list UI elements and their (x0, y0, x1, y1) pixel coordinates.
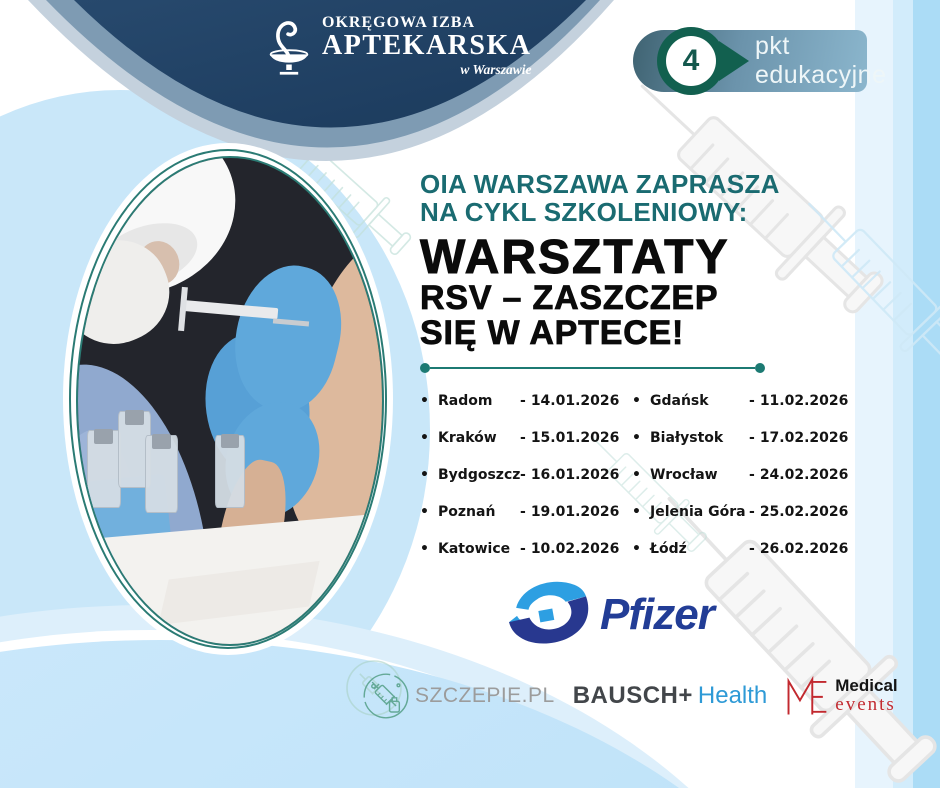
schedule-city: Kraków (438, 430, 497, 446)
event-title: WARSZTATY (420, 231, 730, 284)
vaccine-vial (215, 435, 245, 508)
schedule-city: Wrocław (650, 467, 718, 483)
pfizer-logo (502, 574, 714, 656)
pfizer-wordmark: Pfizer (600, 590, 714, 639)
bullet-icon: • (632, 504, 641, 520)
intro-line2: NA CYKL SZKOLENIOWY: (420, 197, 748, 227)
bullet-icon: • (420, 467, 429, 483)
pfizer-ribbon-icon (502, 574, 594, 656)
schedule-date: 19.01.2026 (530, 504, 620, 520)
bullet-icon: • (632, 430, 641, 446)
schedule-date: 17.02.2026 (759, 430, 849, 446)
bullet-icon: • (420, 430, 429, 446)
bullet-icon: • (420, 541, 429, 557)
org-name-line3: w Warszawie (460, 62, 532, 77)
schedule-dash: - (749, 541, 755, 557)
schedule-item (632, 541, 848, 557)
points-label: pkt edukacyjne (755, 32, 887, 89)
schedule-dash: - (520, 393, 526, 409)
event-subtitle-line1: RSV – ZASZCZEP (420, 279, 719, 317)
schedule-city: Jelenia Góra (650, 504, 746, 520)
org-name-line1: OKRĘGOWA IZBA (322, 14, 476, 31)
schedule-column-right (632, 393, 848, 578)
bausch-wordmark: BAUSCH+ (572, 682, 693, 709)
divider-dot (755, 363, 765, 373)
divider (420, 363, 765, 373)
szczepie-syringe-icon (362, 672, 410, 720)
schedule-dash: - (749, 467, 755, 483)
schedule-item (632, 430, 848, 446)
bullet-icon: • (632, 541, 641, 557)
schedule-city: Białystok (650, 430, 724, 446)
health-wordmark: Health (697, 682, 768, 709)
medical-events-logo (785, 675, 897, 717)
vaccine-vial (87, 430, 120, 508)
schedule-city: Gdańsk (650, 393, 709, 409)
schedule-item (420, 541, 632, 557)
points-value: 4 (666, 36, 716, 86)
schedule-dash: - (520, 541, 526, 557)
schedule-item (420, 467, 632, 483)
schedule-item (632, 504, 848, 520)
szczepie-wordmark: SZCZEPIE.PL (415, 684, 555, 707)
org-name-line2: APTEKARSKA (322, 30, 532, 61)
schedule-dash: - (520, 467, 526, 483)
sponsor-logos (362, 666, 898, 726)
intro-line1: OIA WARSZAWA ZAPRASZA (420, 169, 780, 199)
schedule-date: 14.01.2026 (530, 393, 620, 409)
photo-ring-outer (69, 149, 387, 649)
divider-line (430, 367, 755, 369)
education-points-badge (633, 30, 887, 92)
vaccination-photo-frame (63, 143, 393, 655)
schedule-date: 26.02.2026 (759, 541, 849, 557)
schedule-city: Radom (438, 393, 493, 409)
bullet-icon: • (632, 393, 641, 409)
events-wordmark: events (835, 693, 896, 715)
schedule-dash: - (520, 504, 526, 520)
schedule-date: 16.01.2026 (530, 467, 620, 483)
oia-logo (266, 14, 531, 80)
schedule-column-left (420, 393, 632, 578)
schedule-city: Katowice (438, 541, 511, 557)
bullet-icon: • (420, 393, 429, 409)
vaccination-photo (76, 156, 384, 646)
bullet-icon: • (420, 504, 429, 520)
bausch-health-logo (573, 682, 768, 710)
schedule-city: Poznań (438, 504, 496, 520)
schedule-item (420, 393, 632, 409)
schedule-dash: - (749, 504, 755, 520)
schedule-item (420, 504, 632, 520)
schedule-date: 25.02.2026 (759, 504, 849, 520)
schedule-item (420, 430, 632, 446)
schedule-dash: - (520, 430, 526, 446)
schedule-date: 24.02.2026 (759, 467, 849, 483)
szczepie-logo (362, 672, 555, 720)
medical-wordmark: Medical (835, 676, 898, 696)
schedule-date: 11.02.2026 (759, 393, 849, 409)
schedule-city: Łódź (650, 541, 687, 557)
schedule-date: 15.01.2026 (530, 430, 620, 446)
schedule-item (632, 467, 848, 483)
event-subtitle-line2: SIĘ W APTECE! (420, 314, 685, 352)
schedule-item (632, 393, 848, 409)
medical-events-me-icon (785, 675, 829, 717)
schedule-date: 10.02.2026 (530, 541, 620, 557)
schedule-dash: - (749, 393, 755, 409)
bullet-icon: • (632, 467, 641, 483)
vaccine-vial (145, 435, 178, 513)
divider-dot (420, 363, 430, 373)
main-content (420, 170, 852, 578)
badge-arrow-icon (719, 41, 749, 81)
schedule-city: Bydgoszcz (438, 467, 521, 483)
schedule-list (420, 393, 852, 578)
pharmacy-snake-bowl-icon (266, 14, 312, 80)
schedule-dash: - (749, 430, 755, 446)
